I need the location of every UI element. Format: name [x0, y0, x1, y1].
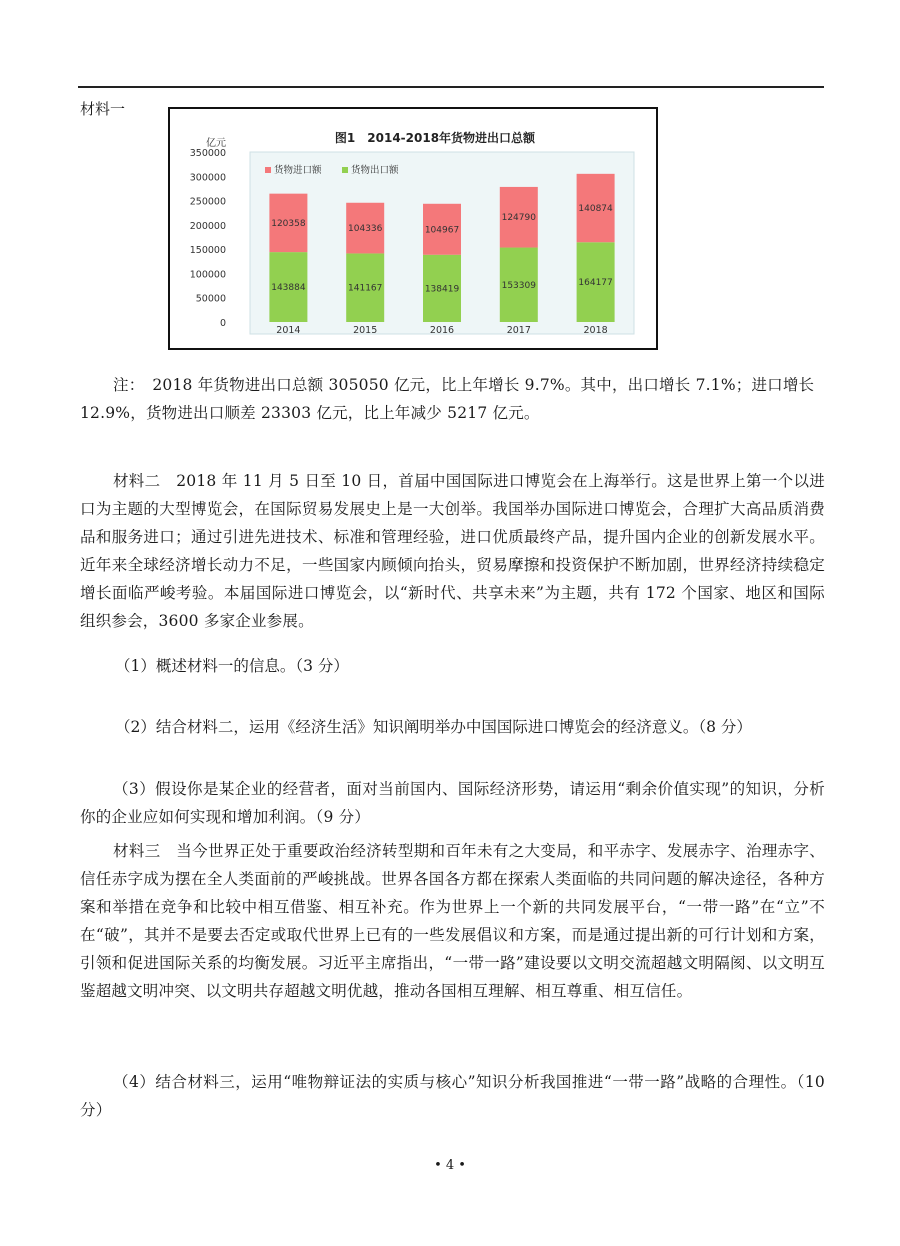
question-4: （4）结合材料三，运用“唯物辩证法的实质与核心”知识分析我国推进“一带一路”战略的合理性。（10 分） [80, 1073, 825, 1119]
chart-title: 图1 2014-2018年货物进出口总额 [334, 131, 536, 145]
x-tick-label: 2014 [276, 325, 301, 336]
question-2: （2）结合材料二，运用《经济生活》知识阐明举办中国国际进口博览会的经济意义。（8 分） [115, 718, 752, 736]
note-line-2: 12.9%，货物进出口顺差 23303 亿元，比上年减少 5217 亿元。 [80, 404, 540, 422]
data-label-export: 138419 [424, 284, 460, 295]
header-rule [78, 86, 824, 88]
data-label-import: 124790 [501, 213, 536, 224]
note-line-1: 注： 2018 年货物进出口总额 305050 亿元，比上年增长 9.7%。其中，出口增长 7.1%；进口增长 [113, 376, 815, 394]
legend-label-export: 货物出口额 [351, 165, 399, 176]
y-tick-label: 100000 [189, 269, 226, 281]
material1-label: 材料一 [80, 100, 126, 118]
chart-note [80, 371, 825, 427]
bar-chart [170, 109, 656, 348]
y-tick-label: 350000 [189, 148, 226, 159]
x-tick-label: 2016 [429, 325, 455, 336]
data-label-import: 104336 [348, 224, 383, 235]
material3-paragraph: 材料三 当今世界正处于重要政治经济转型期和百年未有之大变局，和平赤字、发展赤字、治理赤字、信任赤字成为摆在全人类面前的严峻挑战。世界各国各方都在探索人类面临的共同问题的解决途径，各种方案和举措在竞争和比较中相互借鉴、相互补充。作为世界上一个新的共同发展平台，“一带一路”在“立”不在“破”，其并不是要去否定或取代世界上已有的一些发展倡议和方案，而是通过提出新的可行计划和方案，引领和促进国际关系的均衡发展。习近平主席指出，“一带一路”建设要以文明交流超越文明隔阂、以文明互鉴超越文明冲突、以文明共存超越文明优越，推动各国相互理解、相互尊重、相互信任。 [80, 842, 825, 1000]
page-number: • 4 • [434, 1158, 466, 1173]
data-label-import: 140874 [578, 204, 613, 215]
y-tick-label: 0 [219, 318, 226, 329]
material2-paragraph: 材料二 2018 年 11 月 5 日至 10 日，首届中国国际进口博览会在上海举行。这是世界上第一个以进口为主题的大型博览会，在国际贸易发展史上是一大创举。我国举办国际进口博览会，合理扩大高品质消费品和服务进口；通过引进先进技术、标准和管理经验，进口优质最终产品，提升国内企业的创新发展水平。近年来全球经济增长动力不足，一些国家内顾倾向抬头，贸易摩擦和投资保护不断加剧，世界经济持续稳定增长面临严峻考验。本届国际进口博览会，以“新时代、共享未来”为主题，共有 172 个国家、地区和国际组织参会，3600 多家企业参展。 [80, 472, 825, 630]
data-label-export: 141167 [348, 283, 383, 294]
data-label-export: 143884 [271, 283, 306, 294]
y-tick-label: 250000 [189, 196, 226, 208]
data-label-export: 164177 [578, 278, 613, 289]
y-tick-label: 200000 [189, 220, 226, 232]
y-tick-label: 150000 [189, 245, 226, 257]
legend-swatch-export [342, 167, 348, 173]
legend-swatch-import [265, 167, 271, 173]
data-label-import: 120358 [271, 218, 306, 229]
y-axis-unit: 亿元 [206, 138, 226, 149]
y-tick-label: 50000 [195, 293, 226, 305]
data-label-import: 104967 [424, 225, 460, 236]
x-tick-label: 2015 [353, 325, 378, 336]
x-tick-label: 2018 [583, 325, 608, 336]
y-tick-label: 300000 [189, 172, 226, 184]
legend-label-import: 货物进口额 [274, 165, 322, 176]
chart-figure [168, 107, 658, 350]
data-label-export: 153309 [501, 280, 536, 291]
question-3: （3）假设你是某企业的经营者，面对当前国内、国际经济形势，请运用“剩余价值实现”的知识，分析你的企业应如何实现和增加利润。（9 分） [80, 780, 825, 826]
question-1: （1）概述材料一的信息。（3 分） [115, 657, 349, 675]
x-tick-label: 2017 [506, 325, 531, 336]
